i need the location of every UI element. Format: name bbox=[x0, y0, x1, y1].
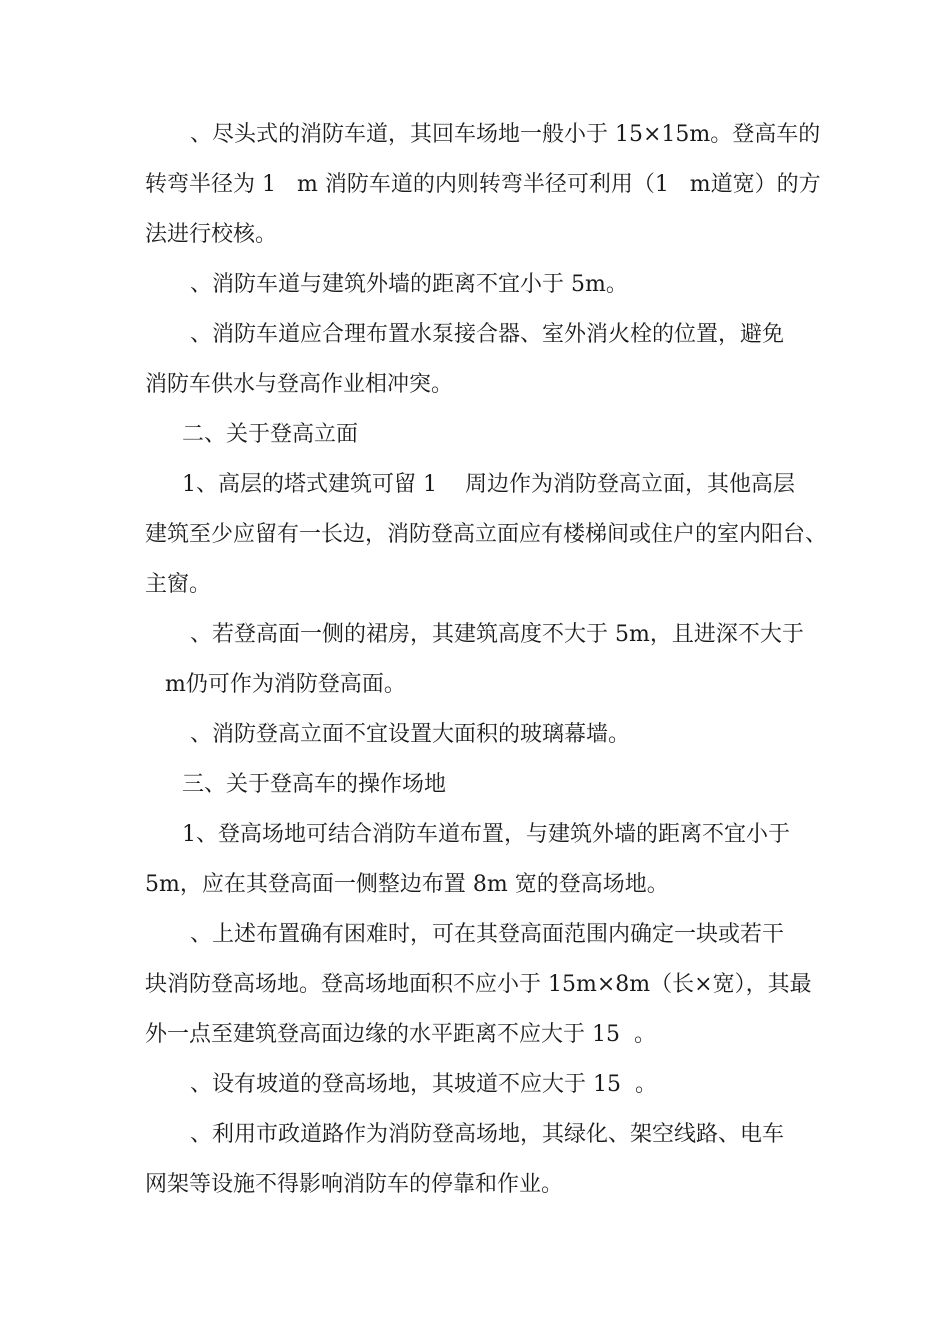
text-line: 、利用市政道路作为消防登高场地，其绿化、架空线路、电车 bbox=[190, 1122, 785, 1147]
text-line: 网架等设施不得影响消防车的停靠和作业。 bbox=[145, 1172, 564, 1197]
text-line: 主窗。 bbox=[145, 572, 212, 597]
text-line: 块消防登高场地。登高场地面积不应小于 15m×8m（长×宽），其最 bbox=[145, 972, 812, 997]
section-heading: 二、关于登高立面 bbox=[182, 422, 359, 447]
text-line: 、若登高面一侧的裙房，其建筑高度不大于 5m，且进深不大于 bbox=[190, 622, 804, 647]
text-line: 法进行校核。 bbox=[145, 222, 278, 247]
text-line: 、消防登高立面不宜设置大面积的玻璃幕墙。 bbox=[190, 722, 631, 747]
text-line: 消防车供水与登高作业相冲突。 bbox=[145, 372, 454, 397]
text-line: 建筑至少应留有一长边，消防登高立面应有楼梯间或住户的室内阳台、 bbox=[145, 522, 828, 547]
text-line: m仍可作为消防登高面。 bbox=[165, 672, 406, 697]
text-line: 外一点至建筑登高面边缘的水平距离不应大于 15 。 bbox=[145, 1022, 656, 1047]
text-line: 、尽头式的消防车道，其回车场地一般小于 15×15m。登高车的 bbox=[190, 122, 821, 147]
text-line: 5m，应在其登高面一侧整边布置 8m 宽的登高场地。 bbox=[145, 872, 669, 897]
text-line: 转弯半径为 1 m 消防车道的内则转弯半径可利用（1 m道宽）的方 bbox=[145, 172, 821, 197]
text-line: 1、高层的塔式建筑可留 1 周边作为消防登高立面，其他高层 bbox=[182, 472, 795, 497]
text-line: 1、登高场地可结合消防车道布置，与建筑外墙的距离不宜小于 bbox=[182, 822, 790, 847]
text-line: 、设有坡道的登高场地，其坡道不应大于 15 。 bbox=[190, 1072, 657, 1097]
text-line: 、消防车道应合理布置水泵接合器、室外消火栓的位置，避免 bbox=[190, 322, 785, 347]
section-heading: 三、关于登高车的操作场地 bbox=[182, 772, 447, 797]
text-line: 、上述布置确有困难时，可在其登高面范围内确定一块或若干 bbox=[190, 922, 785, 947]
text-line: 、消防车道与建筑外墙的距离不宜小于 5m。 bbox=[190, 272, 628, 297]
